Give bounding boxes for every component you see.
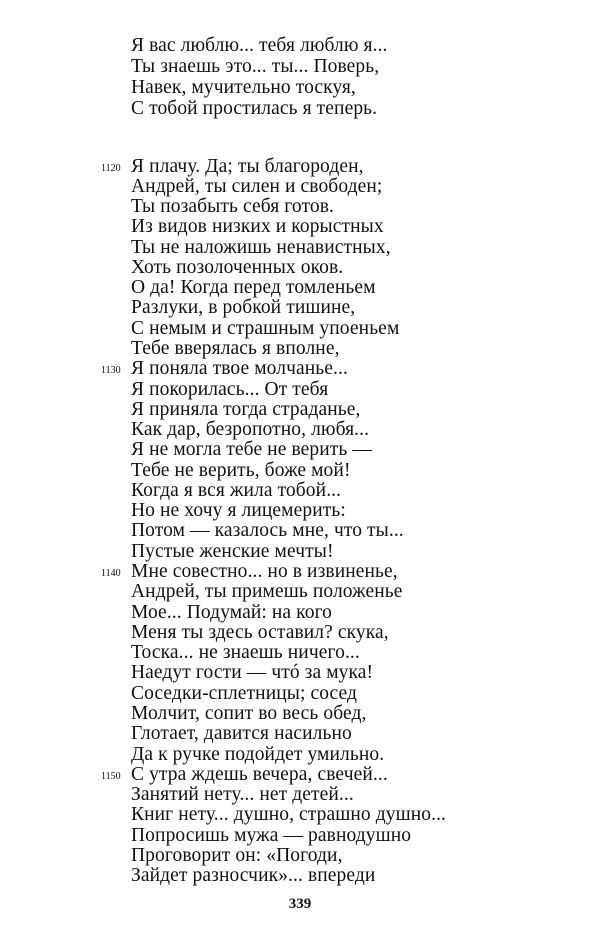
verse-line: Я плачу. Да; ты благороден, (131, 156, 364, 177)
verse-line: Молчит, сопит во весь обед, (131, 703, 367, 724)
verse-line: Как дар, безропотно, любя... (131, 419, 370, 440)
verse-line: Тоска... не знаешь ничего... (131, 642, 360, 663)
verse-line: Хоть позолоченных оков. (131, 257, 344, 278)
verse-line: Когда я вся жила тобой... (131, 480, 342, 501)
verse-line: С тобой простилась я теперь. (131, 98, 378, 119)
verse-line: Разлуки, в робкой тишине, (131, 297, 356, 318)
verse-line: Глотает, давится насильно (131, 723, 352, 744)
verse-line: Да к ручке подойдет умильно. (131, 744, 385, 765)
verse-line: Ты не наложишь ненавистных, (131, 237, 391, 258)
verse-line: Но не хочу я лицемерить: (131, 500, 346, 521)
line-number: 1150 (101, 771, 121, 782)
verse-line: Андрей, ты силен и свободен; (131, 176, 383, 197)
verse-line: О да! Когда перед томленьем (131, 277, 376, 298)
verse-line: Наедут гости — чтó за мука! (131, 662, 374, 683)
verse-line: Из видов низких и корыстных (131, 216, 384, 237)
verse-line: Я не могла тебе не верить — (131, 439, 372, 460)
verse-line: С немым и страшным упоеньем (131, 318, 400, 339)
verse-line: Я приняла тогда страданье, (131, 399, 361, 420)
verse-line: Попросишь мужа — равнодушно (131, 825, 412, 846)
verse-line: Тебе вверялась я вполне, (131, 338, 340, 359)
verse-line: Книг нету... душно, страшно душно... (131, 804, 447, 825)
verse-line: Тебе не верить, боже мой! (131, 460, 351, 481)
line-number: 1130 (101, 365, 121, 376)
page-number: 339 (288, 896, 312, 912)
verse-line: Пустые женские мечты! (131, 541, 334, 562)
verse-line: Мне совестно... но в извиненье, (131, 561, 398, 582)
line-number: 1120 (101, 163, 121, 174)
verse-line: Я покорилась... От тебя (131, 379, 329, 400)
verse-line: Ты позабыть себя готов. (131, 196, 335, 217)
verse-line: Меня ты здесь оставил? скука, (131, 622, 389, 643)
verse-line: Ты знаешь это... ты... Поверь, (131, 56, 380, 77)
verse-line: Занятий нету... нет детей... (131, 784, 354, 805)
verse-line: Потом — казалось мне, что ты... (131, 520, 404, 541)
verse-line: Проговорит он: «Погоди, (131, 845, 343, 866)
verse-line: Мое... Подумай: на кого (131, 602, 333, 623)
verse-line: Зайдет разносчик»... впереди (131, 865, 376, 886)
verse-line: Я поняла твое молчанье... (131, 358, 348, 379)
line-number: 1140 (101, 568, 121, 579)
verse-line: С утра ждешь вечера, свечей... (131, 764, 388, 785)
verse-line: Соседки-сплетницы; сосед (131, 683, 358, 704)
verse-line: Навек, мучительно тоскуя, (131, 77, 356, 98)
verse-line: Я вас люблю... тебя люблю я... (131, 35, 388, 56)
verse-line: Андрей, ты примешь положенье (131, 581, 403, 602)
